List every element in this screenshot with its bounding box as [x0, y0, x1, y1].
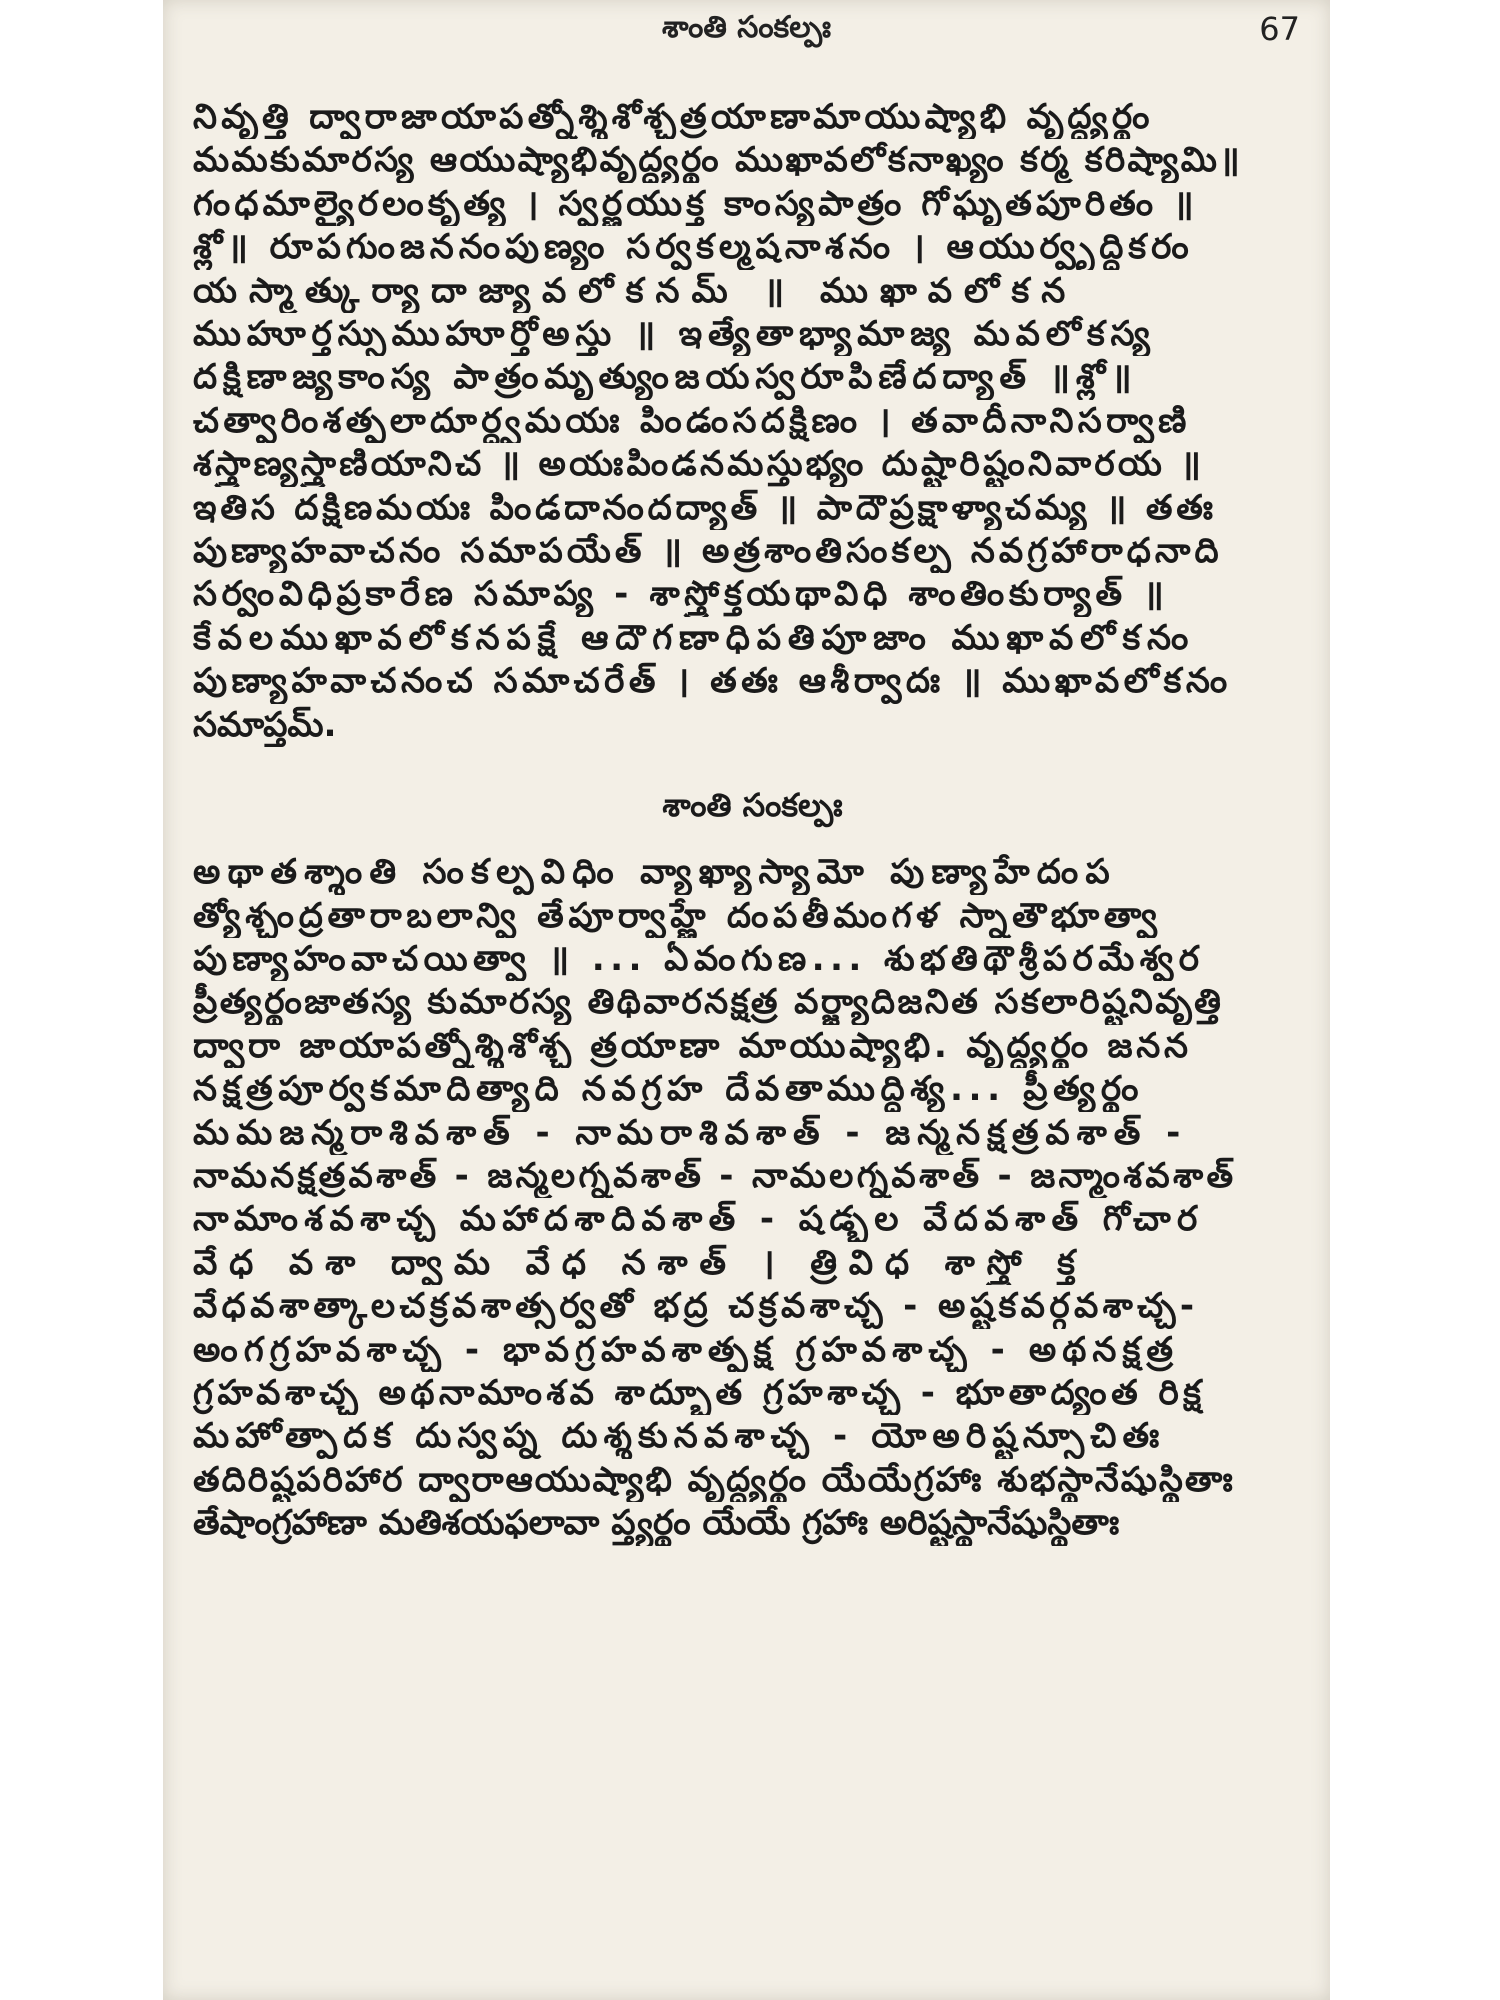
text-line: తదిరిష్టపరిహార ద్వారాఆయుష్యాభి వృద్ధ్యర్థం యేయేగ్రహాః శుభస్థానేషుస్థితాః: [193, 1459, 1235, 1500]
text-line: త్యోశ్చంద్రతారాబలాన్వి తేపూర్వాహ్ణే దంపతీమంగళ స్నాతౌభూత్వా: [193, 895, 1162, 936]
text-line: ముహూర్తస్సుముహూర్తోఅస్తు ॥ ఇత్యేతాభ్యామాజ్య మవలోకస్య: [193, 314, 1156, 355]
text-line: గంధమాల్యైరలంకృత్య । స్వర్ణయుక్త కాంస్యపాత్రం గోఘృతపూరితం ॥: [193, 183, 1198, 224]
text-line: పుణ్యాహంవాచయిత్వా ॥ ... ఏవంగుణ... శుభతిథౌశ్రీపరమేశ్వర: [193, 938, 1205, 979]
text-line: వేధవశాత్కాలచక్రవశాత్సర్వతో భద్ర చక్రవశాచ్చ - అష్టకవర్గవశాచ్చ-: [193, 1286, 1199, 1327]
text-line: శస్త్రాణ్యస్త్రాణియానిచ ॥ అయఃపిండనమస్తుభ్యం దుష్టారిష్టంనివారయ ॥: [193, 444, 1205, 485]
paragraph-1: [193, 96, 1312, 747]
text-line: సర్వంవిధిప్రకారేణ సమాప్య - శాస్త్రోక్తయథావిధి శాంతింకుర్యాత్ ॥: [193, 574, 1169, 615]
text-line: నామనక్షత్రవశాత్ - జన్మలగ్నవశాత్ - నామలగ్నవశాత్ - జన్మాంశవశాత్: [193, 1155, 1237, 1196]
text-line: గ్రహవశాచ్చ అథనామాంశవ శాద్భూత గ్రహశాచ్చ - భూతాద్యంత రిక్ష: [193, 1372, 1206, 1413]
running-header: శాంతి సంకల్పః: [662, 10, 831, 45]
text-line: పుణ్యాహవాచనం సమాపయేత్ ॥ అత్రశాంతిసంకల్ప నవగ్రహారాధనాది: [193, 531, 1223, 572]
text-line: నక్షత్రపూర్వకమాదిత్యాది నవగ్రహ దేవతాముద్దిశ్య... ప్రీత్యర్థం: [193, 1069, 1145, 1110]
text-line: నామాంశవశాచ్చ మహాదశాదివశాత్ - షడ్బల వేదవశాత్ గోచార: [193, 1199, 1204, 1240]
text-line: అథాతశ్శాంతి సంకల్పవిధిం వ్యాఖ్యాస్యామో పుణ్యాహేదంప: [193, 852, 1117, 893]
text-line: పుణ్యాహవాచనంచ సమాచరేత్ । తతః ఆశీర్వాదః ॥ ముఖావలోకనం: [193, 661, 1232, 702]
text-line: యస్మాత్కుర్యాదాజ్యావలోకనమ్ ॥ ముఖావలోకన: [193, 270, 1078, 311]
text-line: ఇతిస దక్షిణమయః పిండదానందద్యాత్ ॥ పాదౌప్రక్షాళ్యాచమ్య ॥ తతః: [193, 487, 1217, 528]
text-line: అంగగ్రహవశాచ్చ - భావగ్రహవశాత్పక్ష గ్రహవశాచ్చ - అథనక్షత్ర: [193, 1329, 1180, 1370]
book-page: [163, 0, 1330, 2000]
text-line: వేధ వశా ద్వామ వేధ నశాత్ । త్రివిధ శాస్త్రో క్త: [193, 1242, 1087, 1283]
text-line: ద్వారా జాయాపత్నోశ్శిశోశ్చ త్రయాణా మాయుష్యాభి. వృద్ధ్యర్థం జనన: [193, 1025, 1192, 1066]
text-line: చత్వారింశత్ఫలాదూర్ధ్వమయః పిండంసదక్షిణం । తవాదీనానిసర్వాణి: [193, 400, 1191, 441]
text-line: ప్రీత్యర్థంజాతస్య కుమారస్య తిథివారనక్షత్ర వర్జ్యాదిజనిత సకలారిష్టనివృత్తి: [193, 982, 1224, 1023]
page-body: [193, 96, 1312, 1546]
text-line: తేషాంగ్రహాణా మతిశయఫలావా ప్త్యర్థం యేయే గ్రహాః అరిష్టస్థానేషుస్థితాః: [193, 1503, 1120, 1544]
section-heading: శాంతి సంకల్పః: [662, 786, 843, 825]
text-line: మహోత్పాదక దుస్వప్న దుశ్శకునవశాచ్చ - యోఅరిష్టన్సూచితః: [193, 1416, 1166, 1457]
page-number: 67: [1259, 10, 1300, 48]
text-line: మమకుమారస్య ఆయుష్యాభివృద్ధ్యర్థం ముఖావలోకనాఖ్యం కర్మ కరిష్యామి॥: [193, 140, 1243, 181]
spacer: [193, 747, 1312, 777]
text-line: సమాప్తమ్.: [193, 704, 337, 745]
text-line: కేవలముఖావలోకనపక్షే ఆదౌగణాధిపతిపూజాం ముఖావలోకనం: [193, 617, 1196, 658]
text-line: నివృత్తి ద్వారాజాయాపత్నోశ్శిశోశ్చత్రయాణామాయుష్యాభి వృద్ధ్యర్థం: [193, 97, 1154, 137]
text-line: మమజన్మరాశివశాత్ - నామరాశివశాత్ - జన్మనక్షత్రవశాత్ -: [193, 1112, 1188, 1153]
text-line: దక్షిణాజ్యకాంస్య పాత్రంమృత్యుంజయస్వరూపిణేదద్యాత్ ॥శ్లో॥: [193, 357, 1138, 398]
text-line: శ్లో॥ రూపగుంజననంపుణ్యం సర్వకల్మషనాశనం । ఆయుర్వృద్ధికరం: [193, 227, 1194, 268]
paragraph-2: [193, 851, 1312, 1546]
